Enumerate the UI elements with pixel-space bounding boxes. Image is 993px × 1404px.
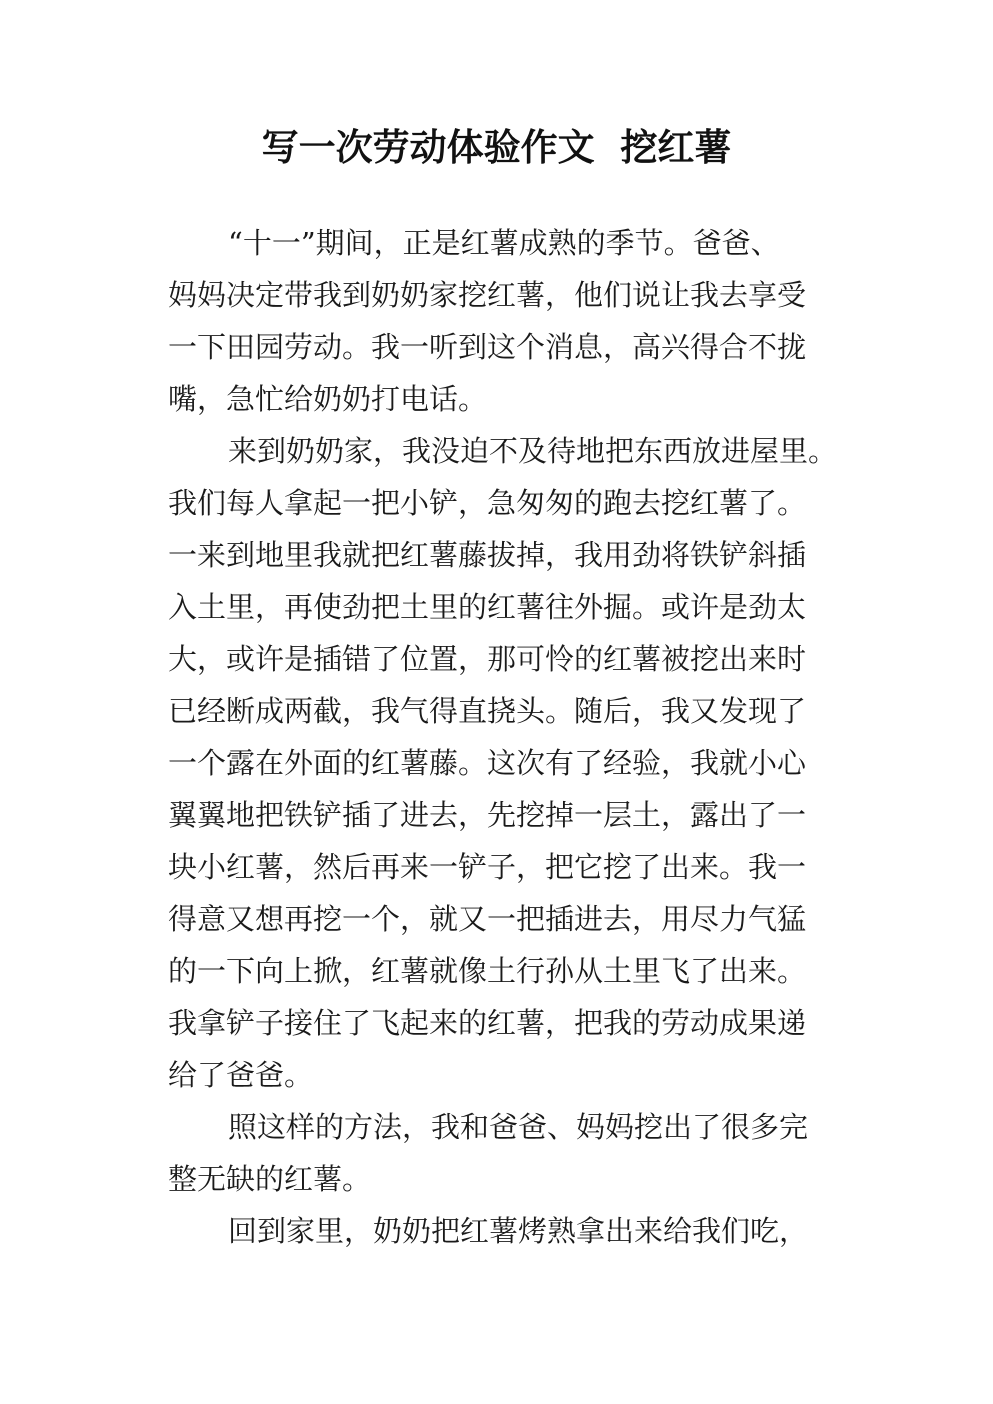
paragraph-2-line-8: 翼翼地把铁铲插了进去，先挖掉一层土，露出了一 xyxy=(168,798,807,832)
paragraph-1-line-1: “十一”期间，正是红薯成熟的季节。爸爸、 xyxy=(228,226,780,260)
paragraph-2-line-9: 块小红薯，然后再来一铲子，把它挖了出来。我一 xyxy=(168,850,807,884)
essay-body xyxy=(168,217,848,1257)
paragraph-2-line-6: 已经断成两截，我气得直挠头。随后，我又发现了 xyxy=(168,694,807,728)
paragraph-2-line-3: 一来到地里我就把红薯藤拔掉，我用劲将铁铲斜插 xyxy=(168,538,807,572)
paragraph-2-line-4: 入土里，再使劲把土里的红薯往外掘。或许是劲太 xyxy=(168,590,807,624)
paragraph-1-line-4: 嘴，急忙给奶奶打电话。 xyxy=(168,382,488,416)
paragraph-2-line-7: 一个露在外面的红薯藤。这次有了经验，我就小心 xyxy=(168,746,807,780)
paragraph-2-line-10: 得意又想再挖一个，就又一把插进去，用尽力气猛 xyxy=(168,902,807,936)
paragraph-3-line-2: 整无缺的红薯。 xyxy=(168,1162,372,1196)
paragraph-2-line-1: 来到奶奶家，我没迫不及待地把东西放进屋里。 xyxy=(228,434,838,468)
document-title: 写一次劳动体验作文 挖红薯 xyxy=(261,126,732,169)
paragraph-2-line-13: 给了爸爸。 xyxy=(168,1058,314,1092)
paragraph-4-line-1: 回到家里，奶奶把红薯烤熟拿出来给我们吃， xyxy=(228,1214,809,1248)
paragraph-2-line-12: 我拿铲子接住了飞起来的红薯，把我的劳动成果递 xyxy=(168,1006,807,1040)
paragraph-2-line-5: 大，或许是插错了位置，那可怜的红薯被挖出来时 xyxy=(168,642,807,676)
paragraph-2-line-11: 的一下向上掀，红薯就像土行孙从土里飞了出来。 xyxy=(168,954,807,988)
paragraph-1-line-3: 一下田园劳动。我一听到这个消息，高兴得合不拢 xyxy=(168,330,807,364)
paragraph-3-line-1: 照这样的方法，我和爸爸、妈妈挖出了很多完 xyxy=(228,1110,809,1144)
paragraph-2-line-2: 我们每人拿起一把小铲，急匆匆的跑去挖红薯了。 xyxy=(168,486,807,520)
paragraph-1-line-2: 妈妈决定带我到奶奶家挖红薯，他们说让我去享受 xyxy=(168,278,807,312)
